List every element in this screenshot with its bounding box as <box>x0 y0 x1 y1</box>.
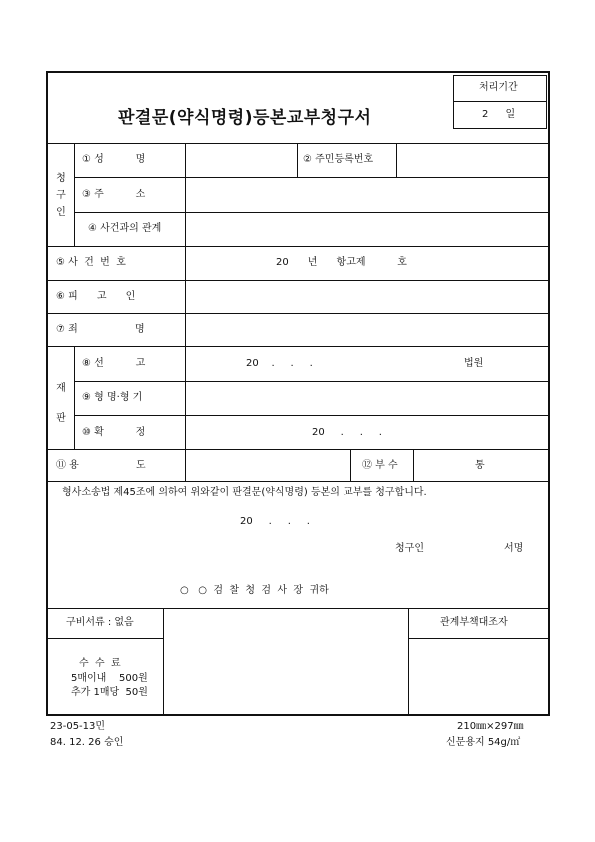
divider <box>46 638 164 639</box>
defendant-label: ⑥ 피 고 인 <box>56 291 136 302</box>
copies-unit: 통 <box>475 460 485 471</box>
divider <box>74 143 75 246</box>
sentence-court-value: 법원 <box>464 358 484 369</box>
divider <box>453 101 547 102</box>
attachments-label: 구비서류 : 없음 <box>66 617 134 628</box>
divider <box>185 143 186 481</box>
sentence-label: ⑧ 선 고 <box>82 358 146 369</box>
divider <box>396 143 397 177</box>
signature-field[interactable]: 서명 <box>504 543 524 554</box>
request-date[interactable]: 20 . . . <box>240 516 310 527</box>
finalized-date-value[interactable]: 20 . . . <box>312 427 382 438</box>
addressee: ○ ○ 검 찰 청 검 사 장 귀하 <box>180 585 329 596</box>
purpose-label: ⑪ 용 도 <box>56 460 146 471</box>
sentence-date-value[interactable]: 20 . . . <box>246 358 313 369</box>
divider <box>46 143 550 144</box>
divider <box>74 177 550 178</box>
divider <box>46 246 550 247</box>
case-number-label: ⑤ 사 건 번 호 <box>56 257 126 268</box>
paper-size: 210㎜×297㎜ <box>457 721 524 732</box>
divider <box>350 449 351 481</box>
processing-period-label: 처리기간 <box>479 82 518 93</box>
finalized-label: ⑩ 확 정 <box>82 427 146 438</box>
divider <box>46 280 550 281</box>
divider <box>74 415 550 416</box>
paper-type: 신문용지 54g/㎡ <box>446 737 521 748</box>
applicant-group-label: 청구인 <box>56 173 66 218</box>
name-label: ① 성 명 <box>82 154 146 165</box>
divider <box>74 346 75 449</box>
fee-line-2: 추가 1매당 50원 <box>71 687 148 698</box>
divider <box>74 381 550 382</box>
fee-line-1: 5매이내 500원 <box>71 673 148 684</box>
divider <box>74 212 550 213</box>
divider <box>408 638 550 639</box>
crime-label: ⑦ 죄 명 <box>56 324 145 335</box>
processing-period-value: 2 일 <box>482 109 516 120</box>
penalty-label: ⑨ 형 명·형 기 <box>82 392 143 403</box>
divider <box>46 313 550 314</box>
divider <box>46 449 550 450</box>
copies-label: ⑫ 부 수 <box>362 460 398 471</box>
form-title: 판결문(약식명령)등본교부청구서 <box>118 108 372 128</box>
divider <box>46 346 550 347</box>
form-number: 23-05-13민 <box>50 721 106 732</box>
trial-group-label: 재판 <box>56 383 66 424</box>
approval-date: 84. 12. 26 승인 <box>50 737 124 748</box>
request-statement: 형사소송법 제45조에 의하여 위와같이 판결문(약식명령) 등본의 교부를 청구합니다. <box>62 487 427 498</box>
signature-label: 청구인 <box>395 543 424 554</box>
fee-title: 수 수 료 <box>79 658 121 669</box>
resident-number-label: ② 주민등록번호 <box>303 154 374 165</box>
viewer-label: 관계부책대조자 <box>440 617 508 628</box>
case-number-value[interactable]: 20 년 항고제 호 <box>276 257 407 268</box>
relation-label: ④ 사건과의 관계 <box>88 223 162 234</box>
divider <box>46 481 550 482</box>
divider <box>413 449 414 481</box>
divider <box>297 143 298 177</box>
address-label: ③ 주 소 <box>82 189 146 200</box>
